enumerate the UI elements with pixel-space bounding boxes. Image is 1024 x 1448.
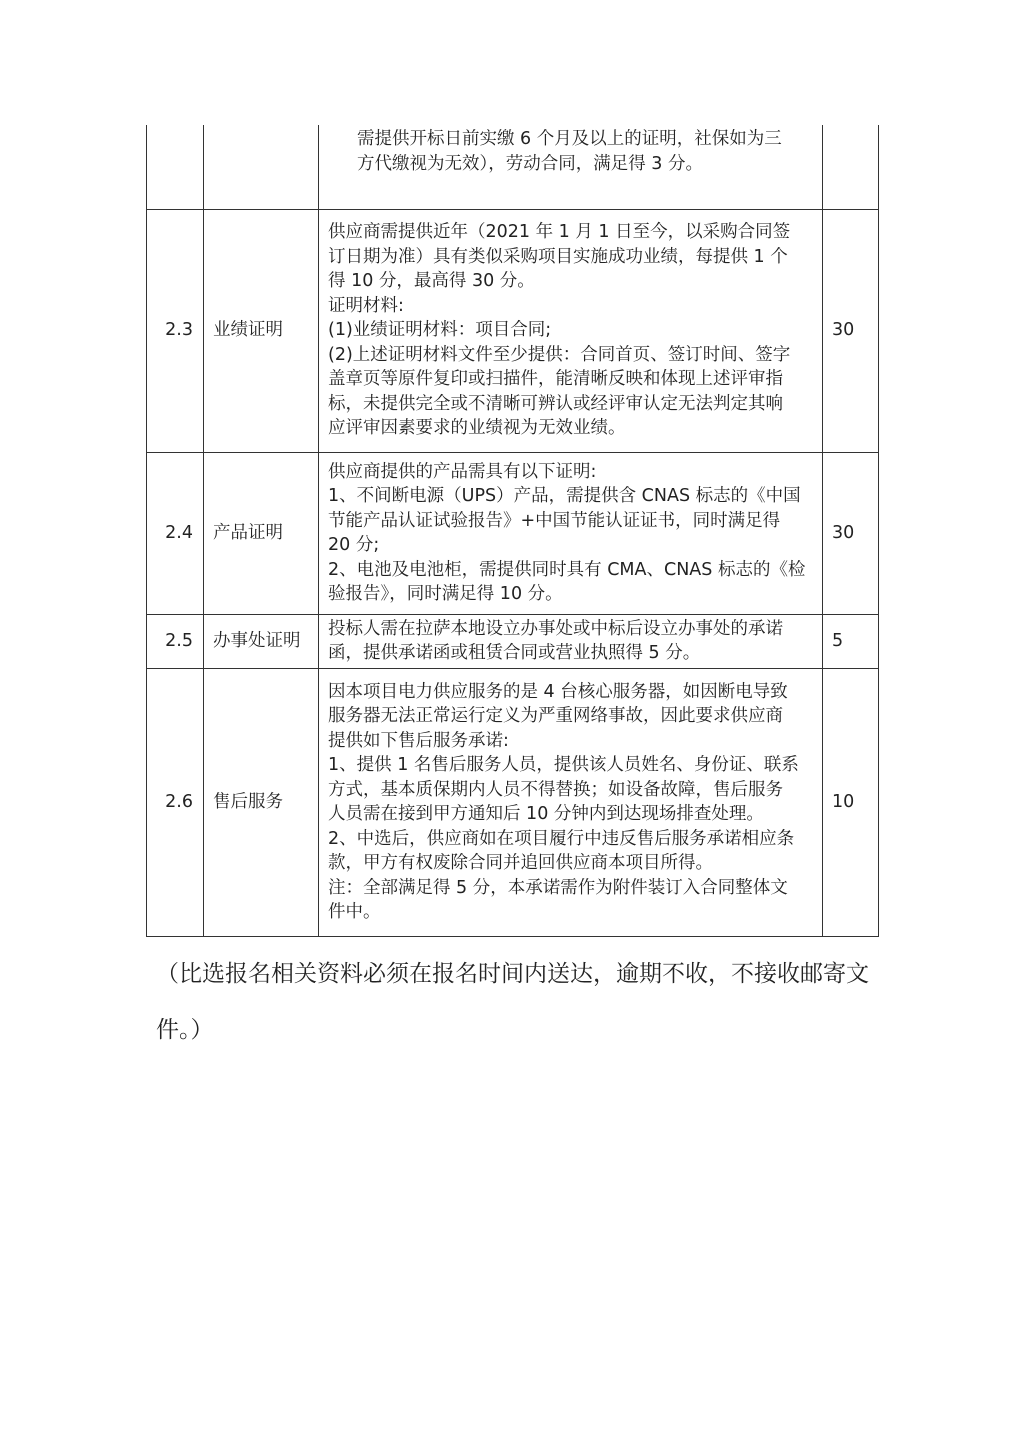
- criterion-description-cell: [319, 125, 823, 209]
- description-line: 件中。: [328, 902, 381, 922]
- description-line: 投标人需在拉萨本地设立办事处或中标后设立办事处的承诺: [328, 618, 783, 639]
- row-number-cell: 2.6: [147, 668, 204, 936]
- description-line: 订日期为准）具有类似采购项目实施成功业绩，每提供 1 个: [328, 246, 788, 267]
- scoring-table: [146, 125, 879, 937]
- points-cell: 30: [823, 209, 879, 452]
- description-line: 函，提供承诺函或租赁合同或营业执照得 5 分。: [328, 643, 701, 663]
- description-line: 需提供开标日前实缴 6 个月及以上的证明，社保如为三: [357, 129, 782, 149]
- description-line: 1、不间断电源（UPS）产品，需提供含 CNAS 标志的《中国: [328, 486, 801, 506]
- description-line: 服务器无法正常运行定义为严重网络事故，因此要求供应商: [328, 706, 783, 726]
- note-line: 件。）: [156, 1017, 214, 1043]
- note-line: （比选报名相关资料必须在报名时间内送达，逾期不收，不接收邮寄文: [156, 961, 869, 987]
- description-line: 人员需在接到甲方通知后 10 分钟内到达现场排查处理。: [328, 804, 764, 824]
- criterion-description-cell: [319, 452, 823, 614]
- criterion-name-cell: 办事处证明: [204, 614, 319, 668]
- description-line: 2、中选后，供应商如在项目履行中违反售后服务承诺相应条: [328, 828, 795, 849]
- description-line: 20 分;: [328, 535, 380, 555]
- description-line: 方代缴视为无效），劳动合同，满足得 3 分。: [357, 153, 704, 174]
- criterion-description-cell: [319, 209, 823, 452]
- points-cell: 30: [823, 452, 879, 614]
- description-line: (1)业绩证明材料：项目合同;: [328, 320, 552, 341]
- description-line: 2、电池及电池柜，需提供同时具有 CMA、CNAS 标志的《检: [328, 559, 806, 580]
- points-cell: 5: [823, 614, 879, 668]
- row-number-cell: 2.4: [147, 452, 204, 614]
- description-line: 提供如下售后服务承诺:: [328, 730, 509, 751]
- table-row: [147, 668, 879, 936]
- description-line: 证明材料:: [328, 295, 404, 316]
- criterion-name-cell: 产品证明: [204, 452, 319, 614]
- table-row: [147, 452, 879, 614]
- description-line: 1、提供 1 名售后服务人员，提供该人员姓名、身份证、联系: [328, 755, 799, 775]
- criterion-description-cell: [319, 668, 823, 936]
- description-line: 供应商提供的产品需具有以下证明:: [328, 461, 597, 482]
- row-number-cell: 2.3: [147, 209, 204, 452]
- criterion-description-cell: [319, 614, 823, 668]
- criterion-name-cell: [204, 125, 319, 209]
- description-line: (2)上述证明材料文件至少提供：合同首页、签订时间、签字: [328, 344, 791, 365]
- row-number-cell: [147, 125, 204, 209]
- description-line: 供应商需提供近年（2021 年 1 月 1 日至今，以采购合同签: [328, 222, 791, 243]
- table-row: [147, 209, 879, 452]
- description-line: 验报告》，同时满足得 10 分。: [328, 584, 563, 604]
- description-line: 标，未提供完全或不清晰可辨认或经评审认定无法判定其响: [328, 393, 783, 414]
- criterion-name-cell: 售后服务: [204, 668, 319, 936]
- description-line: 应评审因素要求的业绩视为无效业绩。: [328, 418, 626, 439]
- description-line: 方式，基本质保期内人员不得替换；如设备故障，售后服务: [328, 779, 783, 800]
- criterion-name-cell: 业绩证明: [204, 209, 319, 452]
- description-line: 注：全部满足得 5 分，本承诺需作为附件装订入合同整体文: [328, 877, 788, 898]
- row-number-cell: 2.5: [147, 614, 204, 668]
- description-line: 得 10 分，最高得 30 分。: [328, 271, 535, 292]
- description-line: 节能产品认证试验报告》+中国节能认证证书，同时满足得: [328, 510, 781, 531]
- table-row: [147, 614, 879, 668]
- description-line: 款，甲方有权废除合同并追回供应商本项目所得。: [328, 853, 713, 873]
- points-cell: 10: [823, 668, 879, 936]
- description-line: 因本项目电力供应服务的是 4 台核心服务器，如因断电导致: [328, 681, 788, 702]
- table-row-continuation: [147, 125, 879, 209]
- submission-note: [156, 946, 882, 1058]
- description-line: 盖章页等原件复印或扫描件，能清晰反映和体现上述评审指: [328, 369, 783, 390]
- points-cell: [823, 125, 879, 209]
